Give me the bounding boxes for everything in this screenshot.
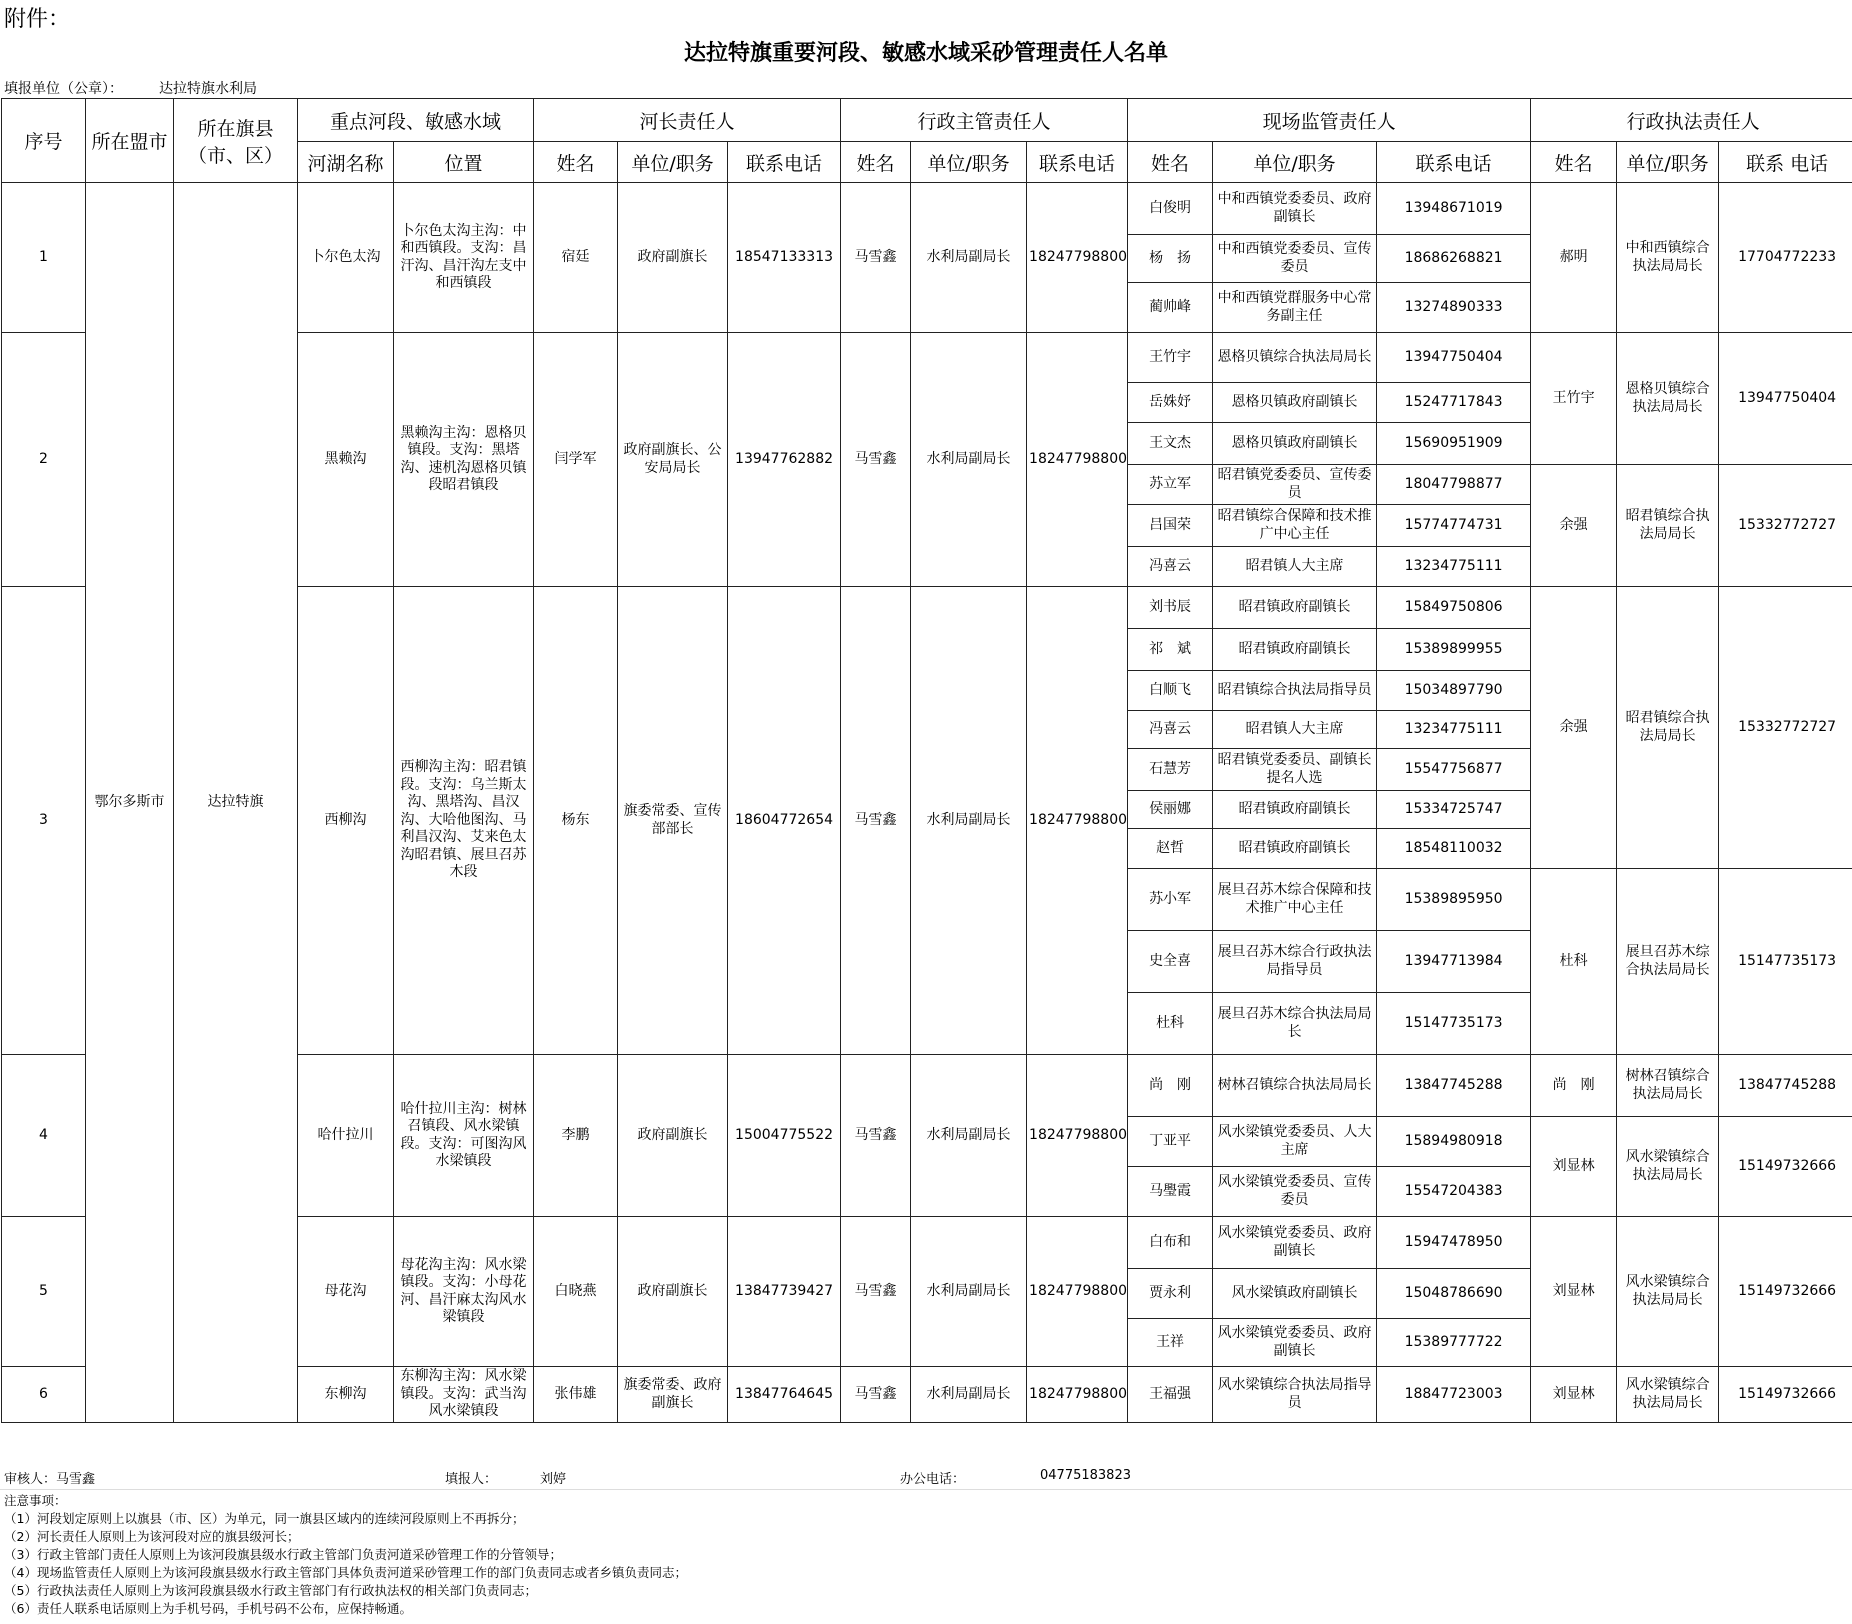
site-post-cell: 展旦召苏木综合保障和技术推广中心主任 <box>1213 869 1377 931</box>
site-phone-cell: 15690951909 <box>1377 423 1531 465</box>
river-name-cell: 卜尔色太沟 <box>298 183 394 333</box>
site-post-cell: 展旦召苏木综合执法局局长 <box>1213 993 1377 1055</box>
site-name-cell: 苏小军 <box>1128 869 1213 931</box>
reporting-unit-label: 填报单位（公章）： <box>4 81 123 97</box>
admin-phone-cell: 18247798800 <box>1027 183 1128 333</box>
river-name-cell: 哈什拉川 <box>298 1055 394 1217</box>
header-chief-phone: 联系电话 <box>728 142 841 183</box>
responsibility-table <box>1 98 1852 1423</box>
site-phone-cell: 18047798877 <box>1377 465 1531 505</box>
admin-name-cell: 马雪鑫 <box>841 587 911 1055</box>
site-phone-cell: 15849750806 <box>1377 587 1531 629</box>
site-post-cell: 恩格贝镇政府副镇长 <box>1213 383 1377 423</box>
location-cell: 哈什拉川主沟：树林召镇段、风水梁镇段。支沟：可图沟风水梁镇段 <box>394 1055 534 1217</box>
office-phone-label: 办公电话： <box>900 1472 966 1487</box>
seq-cell: 6 <box>2 1367 86 1423</box>
site-post-cell: 展旦召苏木综合行政执法局指导员 <box>1213 931 1377 993</box>
location-cell: 西柳沟主沟：昭君镇段。支沟：乌兰斯太沟、黑塔沟、昌汉沟、大哈他图沟、马利昌汉沟、艾来色太沟昭君镇、展旦召苏木段 <box>394 587 534 1055</box>
site-phone-cell: 13948671019 <box>1377 183 1531 235</box>
site-post-cell: 昭君镇综合执法局指导员 <box>1213 671 1377 711</box>
enforce-name-cell: 杜科 <box>1531 869 1617 1055</box>
site-post-cell: 风水梁镇党委委员、政府副镇长 <box>1213 1217 1377 1269</box>
header-location: 位置 <box>394 142 534 183</box>
admin-name-cell: 马雪鑫 <box>841 1055 911 1217</box>
site-phone-cell: 15547204383 <box>1377 1167 1531 1217</box>
admin-post-cell: 水利局副局长 <box>911 1367 1027 1423</box>
note-item: （1）河段划定原则上以旗县（市、区）为单元，同一旗县区域内的连续河段原则上不再拆分； <box>4 1511 525 1526</box>
enforce-phone-cell: 15149732666 <box>1719 1117 1852 1217</box>
chief-name-cell: 李鹏 <box>534 1055 618 1217</box>
header-admin-post: 单位/职务 <box>911 142 1027 183</box>
site-post-cell: 风水梁镇综合执法局指导员 <box>1213 1367 1377 1423</box>
header-league: 所在盟市 <box>86 99 174 183</box>
notes-list <box>4 1510 1852 1618</box>
site-post-cell: 风水梁镇党委委员、政府副镇长 <box>1213 1319 1377 1367</box>
admin-post-cell: 水利局副局长 <box>911 1055 1027 1217</box>
notes-title: 注意事项： <box>4 1493 67 1508</box>
chief-phone-cell: 18547133313 <box>728 183 841 333</box>
reporting-unit-value: 达拉特旗水利局 <box>159 81 257 97</box>
admin-phone-cell: 18247798800 <box>1027 1055 1128 1217</box>
location-cell: 卜尔色太沟主沟：中和西镇段。支沟：昌汗沟、昌汗沟左支中和西镇段 <box>394 183 534 333</box>
river-name-cell: 母花沟 <box>298 1217 394 1367</box>
enforce-phone-cell: 15149732666 <box>1719 1367 1852 1423</box>
enforce-name-cell: 余强 <box>1531 587 1617 869</box>
filler-label: 填报人： <box>445 1472 498 1487</box>
table-footer <box>0 1463 1852 1618</box>
site-name-cell: 王竹宇 <box>1128 333 1213 383</box>
site-name-cell: 侯丽娜 <box>1128 791 1213 829</box>
site-phone-cell: 13274890333 <box>1377 283 1531 333</box>
site-name-cell: 刘书辰 <box>1128 587 1213 629</box>
admin-post-cell: 水利局副局长 <box>911 1217 1027 1367</box>
header-key-section: 重点河段、敏感水域 <box>298 99 534 142</box>
header-enforce-name: 姓名 <box>1531 142 1617 183</box>
seq-cell: 4 <box>2 1055 86 1217</box>
table-row <box>2 183 1852 235</box>
enforce-post-cell: 昭君镇综合执法局局长 <box>1617 587 1719 869</box>
site-phone-cell: 15034897790 <box>1377 671 1531 711</box>
admin-phone-cell: 18247798800 <box>1027 1367 1128 1423</box>
header-chief-name: 姓名 <box>534 142 618 183</box>
site-name-cell: 贾永利 <box>1128 1269 1213 1319</box>
enforce-post-cell: 展旦召苏木综合执法局局长 <box>1617 869 1719 1055</box>
site-post-cell: 风水梁镇党委委员、宣传委员 <box>1213 1167 1377 1217</box>
site-post-cell: 中和西镇党委委员、宣传委员 <box>1213 235 1377 283</box>
note-item: （5）行政执法责任人原则上为该河段旗县级水行政主管部门有行政执法权的相关部门负责同志； <box>4 1583 537 1598</box>
site-name-cell: 王文杰 <box>1128 423 1213 465</box>
filler-value: 刘婷 <box>540 1472 567 1487</box>
enforce-post-cell: 恩格贝镇综合执法局局长 <box>1617 333 1719 465</box>
office-phone-value: 04775183823 <box>1040 1468 1131 1483</box>
chief-post-cell: 旗委常委、宣传部部长 <box>618 587 728 1055</box>
enforce-name-cell: 尚 刚 <box>1531 1055 1617 1117</box>
admin-name-cell: 马雪鑫 <box>841 183 911 333</box>
admin-name-cell: 马雪鑫 <box>841 333 911 587</box>
site-post-cell: 昭君镇政府副镇长 <box>1213 791 1377 829</box>
enforce-post-cell: 风水梁镇综合执法局局长 <box>1617 1117 1719 1217</box>
enforce-name-cell: 刘显林 <box>1531 1217 1617 1367</box>
enforce-post-cell: 树林召镇综合执法局局长 <box>1617 1055 1719 1117</box>
header-river-name: 河湖名称 <box>298 142 394 183</box>
site-post-cell: 昭君镇党委委员、宣传委员 <box>1213 465 1377 505</box>
site-phone-cell: 13847745288 <box>1377 1055 1531 1117</box>
header-enforce-post: 单位/职务 <box>1617 142 1719 183</box>
note-item: （2）河长责任人原则上为该河段对应的旗县级河长； <box>4 1529 300 1544</box>
signature-row <box>0 1463 1852 1490</box>
county-cell: 达拉特旗 <box>174 183 298 1423</box>
site-name-cell: 王福强 <box>1128 1367 1213 1423</box>
seq-cell: 5 <box>2 1217 86 1367</box>
league-cell: 鄂尔多斯市 <box>86 183 174 1423</box>
seq-cell: 2 <box>2 333 86 587</box>
site-name-cell: 白顺飞 <box>1128 671 1213 711</box>
site-post-cell: 昭君镇政府副镇长 <box>1213 629 1377 671</box>
site-phone-cell: 13234775111 <box>1377 711 1531 749</box>
header-site-name: 姓名 <box>1128 142 1213 183</box>
site-phone-cell: 13947750404 <box>1377 333 1531 383</box>
enforce-post-cell: 中和西镇综合执法局局长 <box>1617 183 1719 333</box>
site-post-cell: 树林召镇综合执法局局长 <box>1213 1055 1377 1117</box>
enforce-post-cell: 昭君镇综合执法局局长 <box>1617 465 1719 587</box>
site-phone-cell: 15048786690 <box>1377 1269 1531 1319</box>
location-cell: 母花沟主沟：风水梁镇段。支沟：小母花河、昌汗麻太沟风水梁镇段 <box>394 1217 534 1367</box>
site-name-cell: 蔺帅峰 <box>1128 283 1213 333</box>
site-post-cell: 恩格贝镇综合执法局局长 <box>1213 333 1377 383</box>
chief-name-cell: 杨东 <box>534 587 618 1055</box>
enforce-name-cell: 刘显林 <box>1531 1117 1617 1217</box>
site-post-cell: 中和西镇党委委员、政府副镇长 <box>1213 183 1377 235</box>
enforce-name-cell: 郝明 <box>1531 183 1617 333</box>
admin-phone-cell: 18247798800 <box>1027 333 1128 587</box>
site-post-cell: 风水梁镇政府副镇长 <box>1213 1269 1377 1319</box>
river-name-cell: 黑赖沟 <box>298 333 394 587</box>
site-name-cell: 杜科 <box>1128 993 1213 1055</box>
site-phone-cell: 13234775111 <box>1377 547 1531 587</box>
site-phone-cell: 18686268821 <box>1377 235 1531 283</box>
site-phone-cell: 15247717843 <box>1377 383 1531 423</box>
chief-post-cell: 政府副旗长 <box>618 183 728 333</box>
site-post-cell: 中和西镇党群服务中心常务副主任 <box>1213 283 1377 333</box>
seq-cell: 3 <box>2 587 86 1055</box>
enforce-phone-cell: 15332772727 <box>1719 587 1852 869</box>
admin-name-cell: 马雪鑫 <box>841 1367 911 1423</box>
enforce-phone-cell: 15332772727 <box>1719 465 1852 587</box>
chief-phone-cell: 15004775522 <box>728 1055 841 1217</box>
site-post-cell: 昭君镇政府副镇长 <box>1213 829 1377 869</box>
site-phone-cell: 18548110032 <box>1377 829 1531 869</box>
chief-name-cell: 宿廷 <box>534 183 618 333</box>
header-site: 现场监管责任人 <box>1128 99 1531 142</box>
chief-post-cell: 政府副旗长、公安局局长 <box>618 333 728 587</box>
site-name-cell: 祁 斌 <box>1128 629 1213 671</box>
enforce-phone-cell: 13847745288 <box>1719 1055 1852 1117</box>
river-name-cell: 西柳沟 <box>298 587 394 1055</box>
enforce-name-cell: 王竹宇 <box>1531 333 1617 465</box>
site-name-cell: 冯喜云 <box>1128 547 1213 587</box>
site-phone-cell: 18847723003 <box>1377 1367 1531 1423</box>
site-phone-cell: 15547756877 <box>1377 749 1531 791</box>
admin-post-cell: 水利局副局长 <box>911 183 1027 333</box>
enforce-post-cell: 风水梁镇综合执法局局长 <box>1617 1367 1719 1423</box>
site-post-cell: 恩格贝镇政府副镇长 <box>1213 423 1377 465</box>
chief-post-cell: 政府副旗长 <box>618 1217 728 1367</box>
site-name-cell: 苏立军 <box>1128 465 1213 505</box>
enforce-phone-cell: 15149732666 <box>1719 1217 1852 1367</box>
site-name-cell: 白布和 <box>1128 1217 1213 1269</box>
enforce-name-cell: 余强 <box>1531 465 1617 587</box>
site-phone-cell: 15147735173 <box>1377 993 1531 1055</box>
note-item: （3）行政主管部门责任人原则上为该河段旗县级水行政主管部门负责河道采砂管理工作的分管领导； <box>4 1547 562 1562</box>
site-name-cell: 石慧芳 <box>1128 749 1213 791</box>
enforce-phone-cell: 13947750404 <box>1719 333 1852 465</box>
seq-cell: 1 <box>2 183 86 333</box>
enforce-post-cell: 风水梁镇综合执法局局长 <box>1617 1217 1719 1367</box>
site-phone-cell: 15389895950 <box>1377 869 1531 931</box>
chief-post-cell: 旗委常委、政府副旗长 <box>618 1367 728 1423</box>
site-phone-cell: 15894980918 <box>1377 1117 1531 1167</box>
site-name-cell: 尚 刚 <box>1128 1055 1213 1117</box>
header-enforce-phone: 联系 电话 <box>1719 142 1852 183</box>
header-site-phone: 联系电话 <box>1377 142 1531 183</box>
admin-name-cell: 马雪鑫 <box>841 1217 911 1367</box>
site-name-cell: 赵哲 <box>1128 829 1213 869</box>
river-name-cell: 东柳沟 <box>298 1367 394 1423</box>
header-chief-post: 单位/职务 <box>618 142 728 183</box>
chief-name-cell: 张伟雄 <box>534 1367 618 1423</box>
site-post-cell: 风水梁镇党委委员、人大主席 <box>1213 1117 1377 1167</box>
site-name-cell: 白俊明 <box>1128 183 1213 235</box>
header-site-post: 单位/职务 <box>1213 142 1377 183</box>
header-enforce: 行政执法责任人 <box>1531 99 1852 142</box>
site-name-cell: 岳姝妤 <box>1128 383 1213 423</box>
site-phone-cell: 15389777722 <box>1377 1319 1531 1367</box>
page-title: 达拉特旗重要河段、敏感水域采砂管理责任人名单 <box>683 41 1168 66</box>
site-phone-cell: 15774774731 <box>1377 505 1531 547</box>
header-river-chief: 河长责任人 <box>534 99 841 142</box>
location-cell: 东柳沟主沟：风水梁镇段。支沟：武当沟风水梁镇段 <box>394 1367 534 1423</box>
site-phone-cell: 13947713984 <box>1377 931 1531 993</box>
site-phone-cell: 15389899955 <box>1377 629 1531 671</box>
site-post-cell: 昭君镇党委委员、副镇长提名人选 <box>1213 749 1377 791</box>
chief-phone-cell: 18604772654 <box>728 587 841 1055</box>
site-name-cell: 史全喜 <box>1128 931 1213 993</box>
enforce-phone-cell: 17704772233 <box>1719 183 1852 333</box>
reporting-unit <box>4 78 257 98</box>
chief-phone-cell: 13947762882 <box>728 333 841 587</box>
chief-name-cell: 白晓燕 <box>534 1217 618 1367</box>
site-name-cell: 冯喜云 <box>1128 711 1213 749</box>
chief-name-cell: 闫学军 <box>534 333 618 587</box>
site-name-cell: 丁亚平 <box>1128 1117 1213 1167</box>
notes <box>0 1490 1852 1618</box>
site-phone-cell: 15947478950 <box>1377 1217 1531 1269</box>
header-county: 所在旗县（市、区） <box>174 99 298 183</box>
note-item: （6）责任人联系电话原则上为手机号码，手机号码不公布，应保持畅通。 <box>4 1601 412 1616</box>
site-name-cell: 杨 扬 <box>1128 235 1213 283</box>
admin-post-cell: 水利局副局长 <box>911 333 1027 587</box>
site-post-cell: 昭君镇人大主席 <box>1213 711 1377 749</box>
reviewer-label: 审核人：马雪鑫 <box>4 1472 96 1487</box>
admin-post-cell: 水利局副局长 <box>911 587 1027 1055</box>
header-admin: 行政主管责任人 <box>841 99 1128 142</box>
chief-phone-cell: 13847764645 <box>728 1367 841 1423</box>
site-post-cell: 昭君镇政府副镇长 <box>1213 587 1377 629</box>
site-post-cell: 昭君镇人大主席 <box>1213 547 1377 587</box>
site-name-cell: 王祥 <box>1128 1319 1213 1367</box>
site-name-cell: 吕国荣 <box>1128 505 1213 547</box>
header-admin-name: 姓名 <box>841 142 911 183</box>
note-item: （4）现场监管责任人原则上为该河段旗县级水行政主管部门具体负责河道采砂管理工作的部门负责同志或者乡镇负责同志； <box>4 1565 687 1580</box>
attachment-label: 附件： <box>4 7 71 32</box>
admin-phone-cell: 18247798800 <box>1027 587 1128 1055</box>
table-body <box>2 183 1852 1423</box>
enforce-phone-cell: 15147735173 <box>1719 869 1852 1055</box>
site-name-cell: 马璺霞 <box>1128 1167 1213 1217</box>
enforce-name-cell: 刘显林 <box>1531 1367 1617 1423</box>
site-phone-cell: 15334725747 <box>1377 791 1531 829</box>
chief-post-cell: 政府副旗长 <box>618 1055 728 1217</box>
chief-phone-cell: 13847739427 <box>728 1217 841 1367</box>
header-seq: 序号 <box>2 99 86 183</box>
site-post-cell: 昭君镇综合保障和技术推广中心主任 <box>1213 505 1377 547</box>
header-admin-phone: 联系电话 <box>1027 142 1128 183</box>
location-cell: 黑赖沟主沟：恩格贝镇段。支沟：黑塔沟、速机沟恩格贝镇段昭君镇段 <box>394 333 534 587</box>
admin-phone-cell: 18247798800 <box>1027 1217 1128 1367</box>
